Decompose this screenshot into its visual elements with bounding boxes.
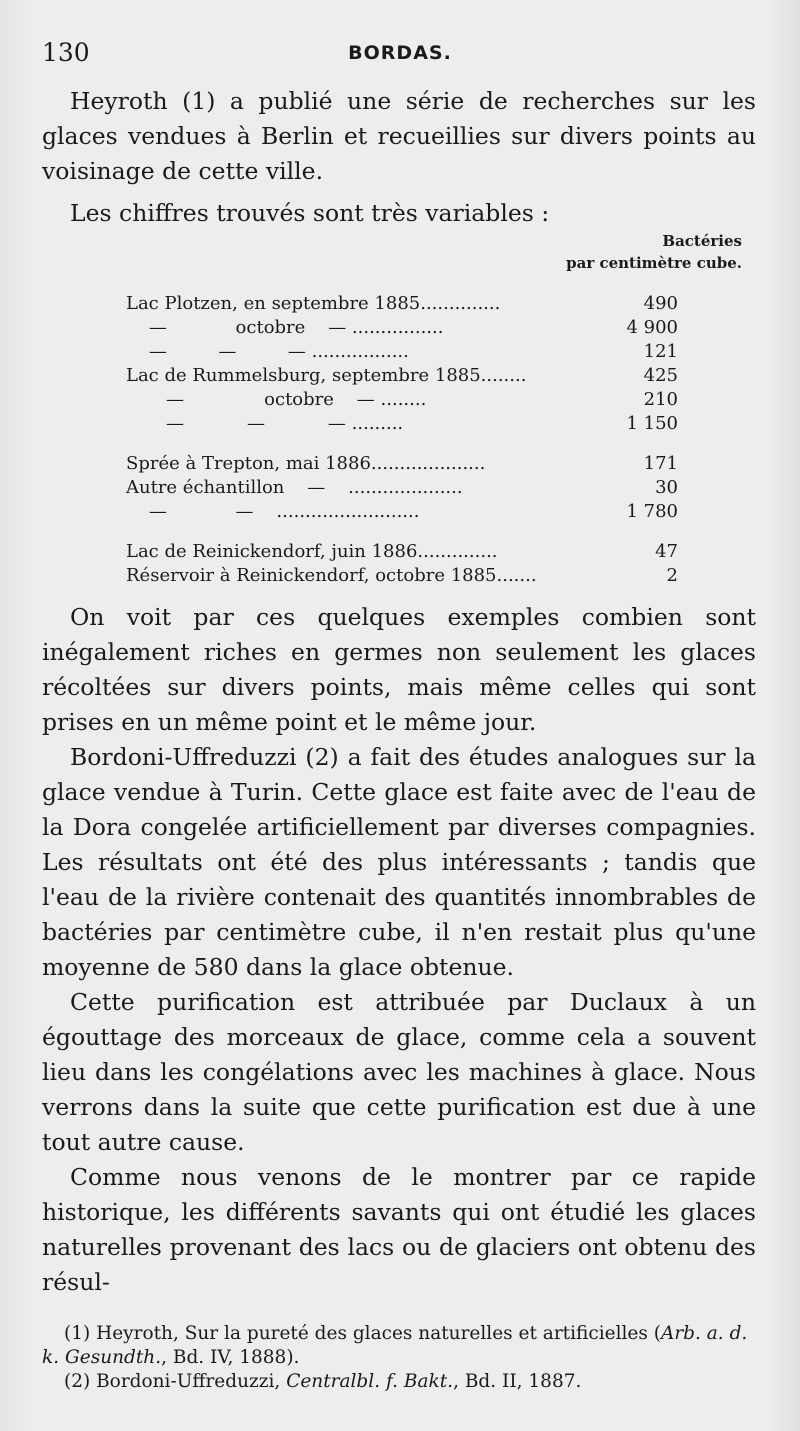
paragraph: Bordoni-Uffreduzzi (2) a fait des études analogues sur la glace vendue à Turin. Cette glace est faite avec de l'eau de la Dora congelée artificiellement par diverses compagnies. Les résultats ont été des plus intéressants ; tandis que l'eau de la rivière contenait des quantités innombrables de bactéries par centimètre cube, il n'en restait plus qu'une moyenne de 580 dans la glace obtenue. — [42, 743, 756, 981]
intro-text — [42, 84, 756, 189]
intro-text-2 — [42, 196, 756, 231]
column-header-line: par centimètre cube. — [566, 254, 742, 272]
footnote-2 — [42, 1370, 756, 1394]
row-label: Lac de Reinickendorf, juin 1886.............. — [126, 541, 498, 562]
row-label: Lac de Rummelsburg, septembre 1885........ — [126, 365, 527, 386]
table-row — [126, 500, 678, 524]
table-column-header — [566, 230, 742, 274]
paragraph: Comme nous venons de le montrer par ce rapide historique, les différents savants qui ont étudié les glaces naturelles provenant des lacs ou de glaciers ont obtenu des résul- — [42, 1163, 756, 1296]
row-label: — octobre — ................ — [126, 317, 444, 338]
footnote-1 — [42, 1322, 756, 1370]
paragraph: Les chiffres trouvés sont très variables : — [70, 199, 550, 227]
footnote-text: (2) Bordoni-Uffreduzzi, — [64, 1371, 287, 1392]
footnotes — [42, 1322, 756, 1394]
row-label: — — — ......... — [126, 413, 404, 434]
bacteria-table — [126, 292, 678, 588]
table-row — [126, 564, 678, 588]
table-row — [126, 340, 678, 364]
row-value: 4 900 — [626, 317, 678, 338]
table-row — [126, 476, 678, 500]
row-value: 490 — [643, 293, 678, 314]
row-value: 425 — [643, 365, 678, 386]
row-label: Réservoir à Reinickendorf, octobre 1885....... — [126, 565, 537, 586]
footnote-journal: Arb. a. d. k. Gesundth. — [42, 1323, 748, 1368]
paragraph: Heyroth (1) a publié une série de recherches sur les glaces vendues à Berlin et recueillies sur divers points au voisinage de cette ville. — [42, 87, 756, 185]
table-row — [126, 316, 678, 340]
row-label: Autre échantillon — .................... — [126, 477, 463, 498]
row-value: 121 — [643, 341, 678, 362]
row-value: 47 — [655, 541, 678, 562]
running-title: BORDAS. — [348, 42, 452, 64]
page-number: 130 — [42, 38, 90, 67]
row-label: Sprée à Trepton, mai 1886.................... — [126, 453, 486, 474]
page-header — [42, 38, 758, 74]
row-label: — — ......................... — [126, 501, 420, 522]
table-row — [126, 540, 678, 564]
footnote-journal: Centralbl. f. Bakt. — [286, 1371, 454, 1392]
table-row — [126, 388, 678, 412]
row-value: 1 780 — [626, 501, 678, 522]
table-row — [126, 364, 678, 388]
row-label: Lac Plotzen, en septembre 1885.............. — [126, 293, 501, 314]
footnote-text: (1) Heyroth, Sur la pureté des glaces naturelles et artificielles ( — [64, 1323, 661, 1344]
row-value: 30 — [655, 477, 678, 498]
table-row — [126, 412, 678, 436]
paragraph: On voit par ces quelques exemples combien sont inégalement riches en germes non seulement les glaces récoltées sur divers points, mais même celles qui sont prises en un même point et le même jour. — [42, 603, 756, 736]
footnote-text: , Bd. II, 1887. — [453, 1371, 582, 1392]
table-row — [126, 452, 678, 476]
row-value: 210 — [643, 389, 678, 410]
main-text — [42, 600, 756, 1300]
footnote-text: , Bd. IV, 1888). — [161, 1347, 300, 1368]
row-value: 2 — [666, 565, 678, 586]
paragraph: Cette purification est attribuée par Duclaux à un égouttage des morceaux de glace, comme cela a souvent lieu dans les congélations avec les machines à glace. Nous verrons dans la suite que cette purification est due à une tout autre cause. — [42, 988, 756, 1156]
table-row — [126, 292, 678, 316]
row-label: — octobre — ........ — [126, 389, 427, 410]
row-value: 171 — [643, 453, 678, 474]
row-value: 1 150 — [626, 413, 678, 434]
column-header-line: Bactéries — [662, 232, 742, 250]
row-label: — — — ................. — [126, 341, 409, 362]
